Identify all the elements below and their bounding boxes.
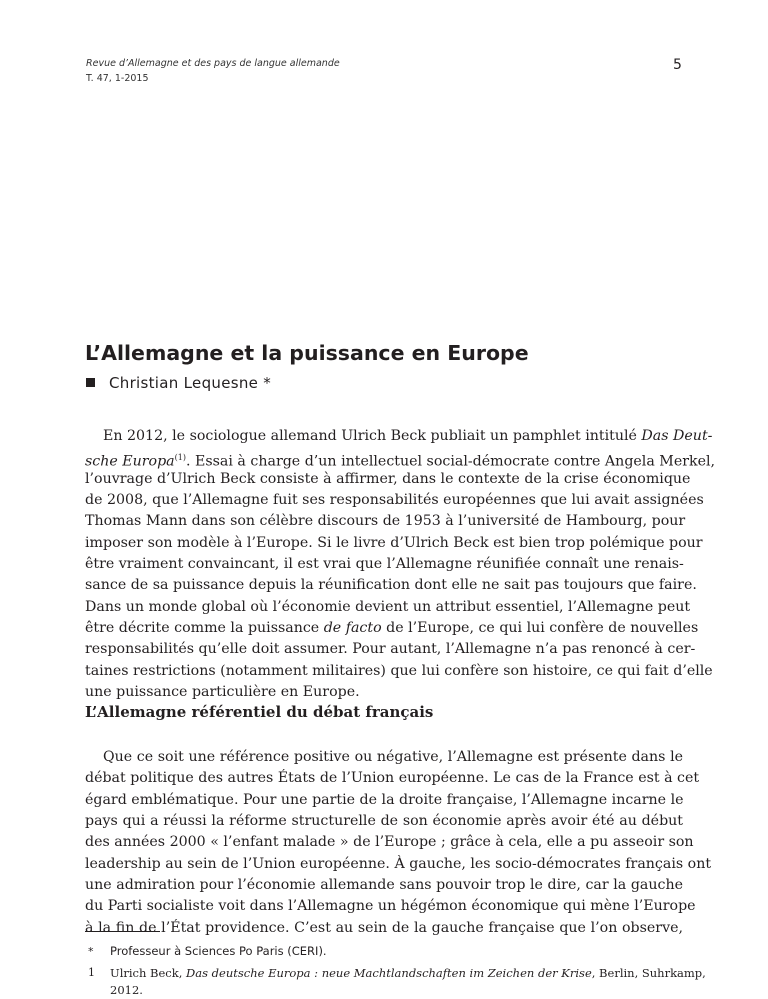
square-bullet-icon xyxy=(86,378,95,387)
text-line: être décrite comme la puissance de facto de l’Europe, ce qui lui confère de nouvelles xyxy=(85,620,699,637)
text-line: de 2008, que l’Allemagne fuit ses responsabilités européennes que lui avait assignées xyxy=(85,492,704,509)
text-line: être vraiment convaincant, il est vrai que l’Allemagne réunifiée connaît une renais- xyxy=(85,556,684,573)
text-line: des années 2000 « l’enfant malade » de l’Europe ; grâce à cela, elle a pu asseoir son xyxy=(85,834,694,851)
text-line: égard emblématique. Pour une partie de la droite française, l’Allemagne incarne le xyxy=(85,791,684,808)
text-line: à la fin de l’État providence. C’est au sein de la gauche française que l’on observe, xyxy=(85,919,683,936)
text-line: sche Europa$^{(1)}$. Essai à charge d’un intellectuel social-démocrate contre Angela Merkel, xyxy=(85,453,716,471)
journal-title: Revue d’Allemagne et des pays de langue allemande xyxy=(86,58,340,69)
text-line: l’ouvrage d’Ulrich Beck consiste à affirmer, dans le contexte de la crise économique xyxy=(85,470,691,487)
paragraph-2 xyxy=(85,747,712,939)
text-line: responsabilités qu’elle doit assumer. Pour autant, l’Allemagne n’a pas renoncé à cer- xyxy=(85,641,696,658)
text-line: une puissance particulière en Europe. xyxy=(85,684,360,701)
author-footnote-mark: * xyxy=(263,374,272,392)
text-line: Que ce soit une référence positive ou négative, l’Allemagne est présente dans le xyxy=(103,749,683,765)
paragraph-1 xyxy=(85,426,716,703)
footnote-ref-1[interactable]: (1) xyxy=(174,453,186,463)
text-line: pays qui a réussi la réforme structurelle de son économie après avoir été au début xyxy=(85,813,683,830)
text-line: En 2012, le sociologue allemand Ulrich Beck publiait un pamphlet intitulé Das Deut- xyxy=(103,428,713,444)
text-line: leadership au sein de l’Union européenne. À gauche, les socio-démocrates français ont xyxy=(85,855,712,872)
author-line xyxy=(86,374,271,392)
text-line: une admiration pour l’économie allemande sans pouvoir trop le dire, car la gauche xyxy=(85,877,683,894)
footnote-star-mark: * xyxy=(88,945,94,958)
footnote-1-mark: 1 xyxy=(88,966,95,979)
text-line: débat politique des autres États de l’Union européenne. Le cas de la France est à cet xyxy=(85,770,700,787)
page-number: 5 xyxy=(673,57,682,73)
text-line: Dans un monde global où l’économie devient un attribut essentiel, l’Allemagne peut xyxy=(85,598,691,615)
text-line: Thomas Mann dans son célèbre discours de 1953 à l’université de Hambourg, pour xyxy=(85,513,686,530)
footnote-1: Ulrich Beck, Das deutsche Europa : neue Machtlandschaften im Zeichen der Krise, Berlin, Suhrkamp, 2012. xyxy=(110,966,706,997)
text-line: sance de sa puissance depuis la réunification dont elle ne sait pas toujours que faire. xyxy=(85,577,697,594)
text-line: imposer son modèle à l’Europe. Si le livre d’Ulrich Beck est bien trop polémique pour xyxy=(85,534,703,551)
text-line: taines restrictions (notamment militaires) que lui confère son histoire, ce qui fait d’elle xyxy=(85,662,713,679)
article-title: L’Allemagne et la puissance en Europe xyxy=(85,341,529,365)
author-name: Christian Lequesne xyxy=(109,374,259,392)
footnote-star: Professeur à Sciences Po Paris (CERI). xyxy=(110,944,327,958)
text-line: du Parti socialiste voit dans l’Allemagne un hégémon économique qui mène l’Europe xyxy=(85,898,696,915)
footnote-divider xyxy=(85,931,160,932)
journal-volume: T. 47, 1-2015 xyxy=(86,73,149,84)
section-heading: L’Allemagne référentiel du débat français xyxy=(85,703,434,721)
